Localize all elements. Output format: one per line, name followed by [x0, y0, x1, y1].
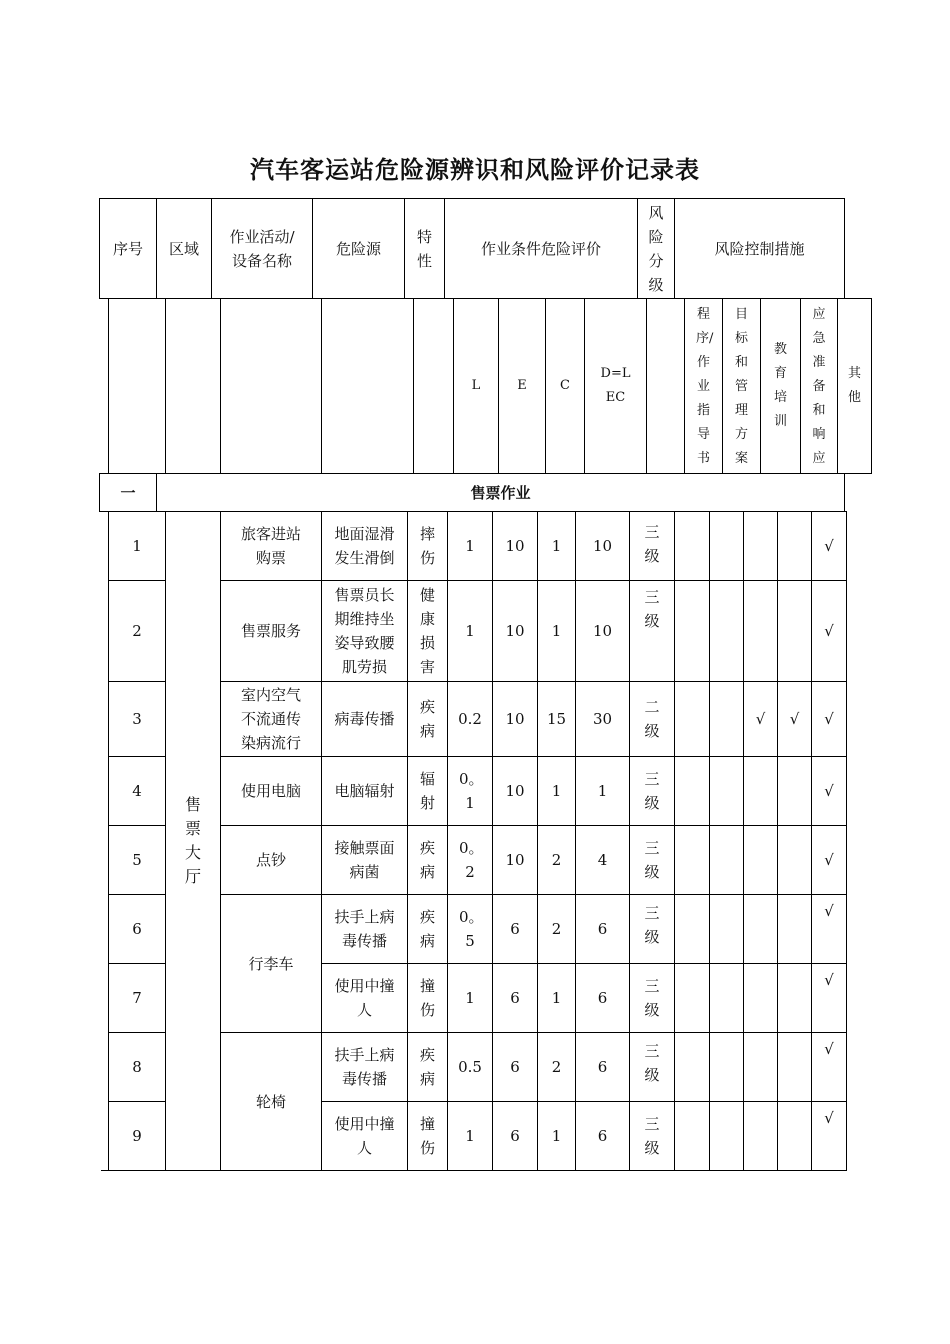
row-target [710, 1102, 744, 1171]
row-procedure [675, 1033, 710, 1102]
row-activity: 使用电脑 [221, 757, 322, 826]
row-target [710, 682, 744, 757]
row-hazard: 接触票面病菌 [322, 826, 408, 895]
row-e: 6 [493, 1033, 538, 1102]
row-training [744, 512, 778, 581]
row-other: √ [812, 895, 847, 964]
row-l: 0.2 [448, 682, 493, 757]
row-emergency [778, 895, 812, 964]
header-table [99, 198, 845, 299]
row-emergency: √ [778, 682, 812, 757]
section-name: 售票作业 [157, 474, 845, 512]
row-emergency [778, 757, 812, 826]
row-procedure [675, 512, 710, 581]
row-target [710, 757, 744, 826]
row-emergency [778, 1102, 812, 1171]
row-activity: 点钞 [221, 826, 322, 895]
row-d: 30 [576, 682, 630, 757]
row-property: 健康损害 [408, 581, 448, 682]
row-procedure [675, 581, 710, 682]
subheader-area-blank [166, 299, 221, 474]
subheader-hazard-blank [322, 299, 414, 474]
row-hazard: 电脑辐射 [322, 757, 408, 826]
row-d: 6 [576, 895, 630, 964]
row-property: 摔伤 [408, 512, 448, 581]
row-training [744, 757, 778, 826]
row-e: 6 [493, 964, 538, 1033]
row-property: 疾病 [408, 895, 448, 964]
row-hazard: 地面湿滑发生滑倒 [322, 512, 408, 581]
row-other: √ [812, 964, 847, 1033]
group-luggage: 行李车 [221, 895, 322, 1033]
subheader-other: 其他 [838, 299, 872, 474]
row-procedure [675, 826, 710, 895]
row-property: 辐射 [408, 757, 448, 826]
row-procedure [675, 895, 710, 964]
row-other: √ [812, 581, 847, 682]
row-l: 1 [448, 581, 493, 682]
table-row [109, 512, 847, 581]
row-emergency [778, 1033, 812, 1102]
subheader-seq-blank [109, 299, 166, 474]
header-area: 区域 [157, 199, 212, 299]
row-c: 2 [538, 826, 576, 895]
row-procedure [675, 1102, 710, 1171]
subheader-l: L [454, 299, 499, 474]
row-seq: 7 [109, 964, 166, 1033]
row-c: 1 [538, 1102, 576, 1171]
subheader-target: 目标和管理方案 [723, 299, 761, 474]
table-edge-mark [101, 1170, 109, 1171]
row-d: 1 [576, 757, 630, 826]
row-e: 6 [493, 1102, 538, 1171]
row-level: 三级 [630, 512, 675, 581]
row-d: 6 [576, 1102, 630, 1171]
row-l: 1 [448, 512, 493, 581]
row-seq: 9 [109, 1102, 166, 1171]
row-level: 三级 [630, 964, 675, 1033]
section-table [99, 473, 845, 512]
header-activity: 作业活动/设备名称 [212, 199, 313, 299]
row-d: 10 [576, 581, 630, 682]
row-emergency [778, 826, 812, 895]
row-target [710, 964, 744, 1033]
group-wheelchair: 轮椅 [221, 1033, 322, 1171]
row-training: √ [744, 682, 778, 757]
row-level: 三级 [630, 757, 675, 826]
row-l: 0。2 [448, 826, 493, 895]
row-emergency [778, 581, 812, 682]
row-e: 10 [493, 826, 538, 895]
row-c: 1 [538, 964, 576, 1033]
header-risk-level: 风险分级 [638, 199, 675, 299]
row-c: 1 [538, 512, 576, 581]
row-c: 1 [538, 757, 576, 826]
row-e: 10 [493, 581, 538, 682]
row-procedure [675, 964, 710, 1033]
header-seq: 序号 [100, 199, 157, 299]
row-activity: 售票服务 [221, 581, 322, 682]
row-level: 三级 [630, 1102, 675, 1171]
row-l: 0。5 [448, 895, 493, 964]
row-hazard: 病毒传播 [322, 682, 408, 757]
row-seq: 5 [109, 826, 166, 895]
subheader-d: D=LEC [585, 299, 647, 474]
row-other: √ [812, 1102, 847, 1171]
row-training [744, 1102, 778, 1171]
row-hazard: 扶手上病毒传播 [322, 895, 408, 964]
row-emergency [778, 964, 812, 1033]
row-other: √ [812, 1033, 847, 1102]
row-target [710, 895, 744, 964]
row-procedure [675, 682, 710, 757]
row-e: 6 [493, 895, 538, 964]
row-training [744, 826, 778, 895]
row-target [710, 581, 744, 682]
row-level: 三级 [630, 826, 675, 895]
row-other: √ [812, 826, 847, 895]
subheader-activity-blank [221, 299, 322, 474]
row-d: 6 [576, 1033, 630, 1102]
subheader-emergency: 应急准备和响应 [801, 299, 838, 474]
row-hazard: 使用中撞人 [322, 964, 408, 1033]
row-level: 三级 [630, 1033, 675, 1102]
row-level: 三级 [630, 581, 675, 682]
row-seq: 8 [109, 1033, 166, 1102]
row-d: 4 [576, 826, 630, 895]
row-d: 6 [576, 964, 630, 1033]
row-seq: 6 [109, 895, 166, 964]
area-cell: 售票大厅 [166, 512, 221, 1171]
header-control: 风险控制措施 [675, 199, 845, 299]
subheader-property-blank [414, 299, 454, 474]
row-property: 疾病 [408, 682, 448, 757]
row-l: 1 [448, 1102, 493, 1171]
row-c: 2 [538, 895, 576, 964]
section-number: 一 [100, 474, 157, 512]
row-l: 0.5 [448, 1033, 493, 1102]
row-l: 1 [448, 964, 493, 1033]
row-e: 10 [493, 757, 538, 826]
row-training [744, 895, 778, 964]
row-hazard: 售票员长期维持坐姿导致腰肌劳损 [322, 581, 408, 682]
row-property: 撞伤 [408, 964, 448, 1033]
row-property: 疾病 [408, 826, 448, 895]
row-e: 10 [493, 682, 538, 757]
row-seq: 2 [109, 581, 166, 682]
row-l: 0。1 [448, 757, 493, 826]
subheader-procedure: 程序/作业指导书 [685, 299, 723, 474]
row-hazard: 使用中撞人 [322, 1102, 408, 1171]
row-seq: 1 [109, 512, 166, 581]
data-table [108, 511, 847, 1171]
row-training [744, 581, 778, 682]
header-property: 特性 [405, 199, 445, 299]
row-target [710, 1033, 744, 1102]
row-seq: 4 [109, 757, 166, 826]
row-c: 1 [538, 581, 576, 682]
row-level: 二级 [630, 682, 675, 757]
row-target [710, 826, 744, 895]
row-training [744, 1033, 778, 1102]
row-activity: 室内空气不流通传染病流行 [221, 682, 322, 757]
subheader-level-blank [647, 299, 685, 474]
row-c: 15 [538, 682, 576, 757]
row-e: 10 [493, 512, 538, 581]
header-hazard: 危险源 [313, 199, 405, 299]
row-target [710, 512, 744, 581]
subheader-table [108, 298, 872, 474]
row-d: 10 [576, 512, 630, 581]
row-procedure [675, 757, 710, 826]
subheader-c: C [546, 299, 585, 474]
header-evaluation: 作业条件危险评价 [445, 199, 638, 299]
subheader-training: 教育培训 [761, 299, 801, 474]
page-title: 汽车客运站危险源辨识和风险评价记录表 [250, 156, 700, 184]
row-seq: 3 [109, 682, 166, 757]
row-other: √ [812, 512, 847, 581]
row-level: 三级 [630, 895, 675, 964]
subheader-e: E [499, 299, 546, 474]
row-activity: 旅客进站购票 [221, 512, 322, 581]
row-training [744, 964, 778, 1033]
row-other: √ [812, 682, 847, 757]
row-other: √ [812, 757, 847, 826]
row-c: 2 [538, 1033, 576, 1102]
row-hazard: 扶手上病毒传播 [322, 1033, 408, 1102]
row-emergency [778, 512, 812, 581]
row-property: 撞伤 [408, 1102, 448, 1171]
row-property: 疾病 [408, 1033, 448, 1102]
